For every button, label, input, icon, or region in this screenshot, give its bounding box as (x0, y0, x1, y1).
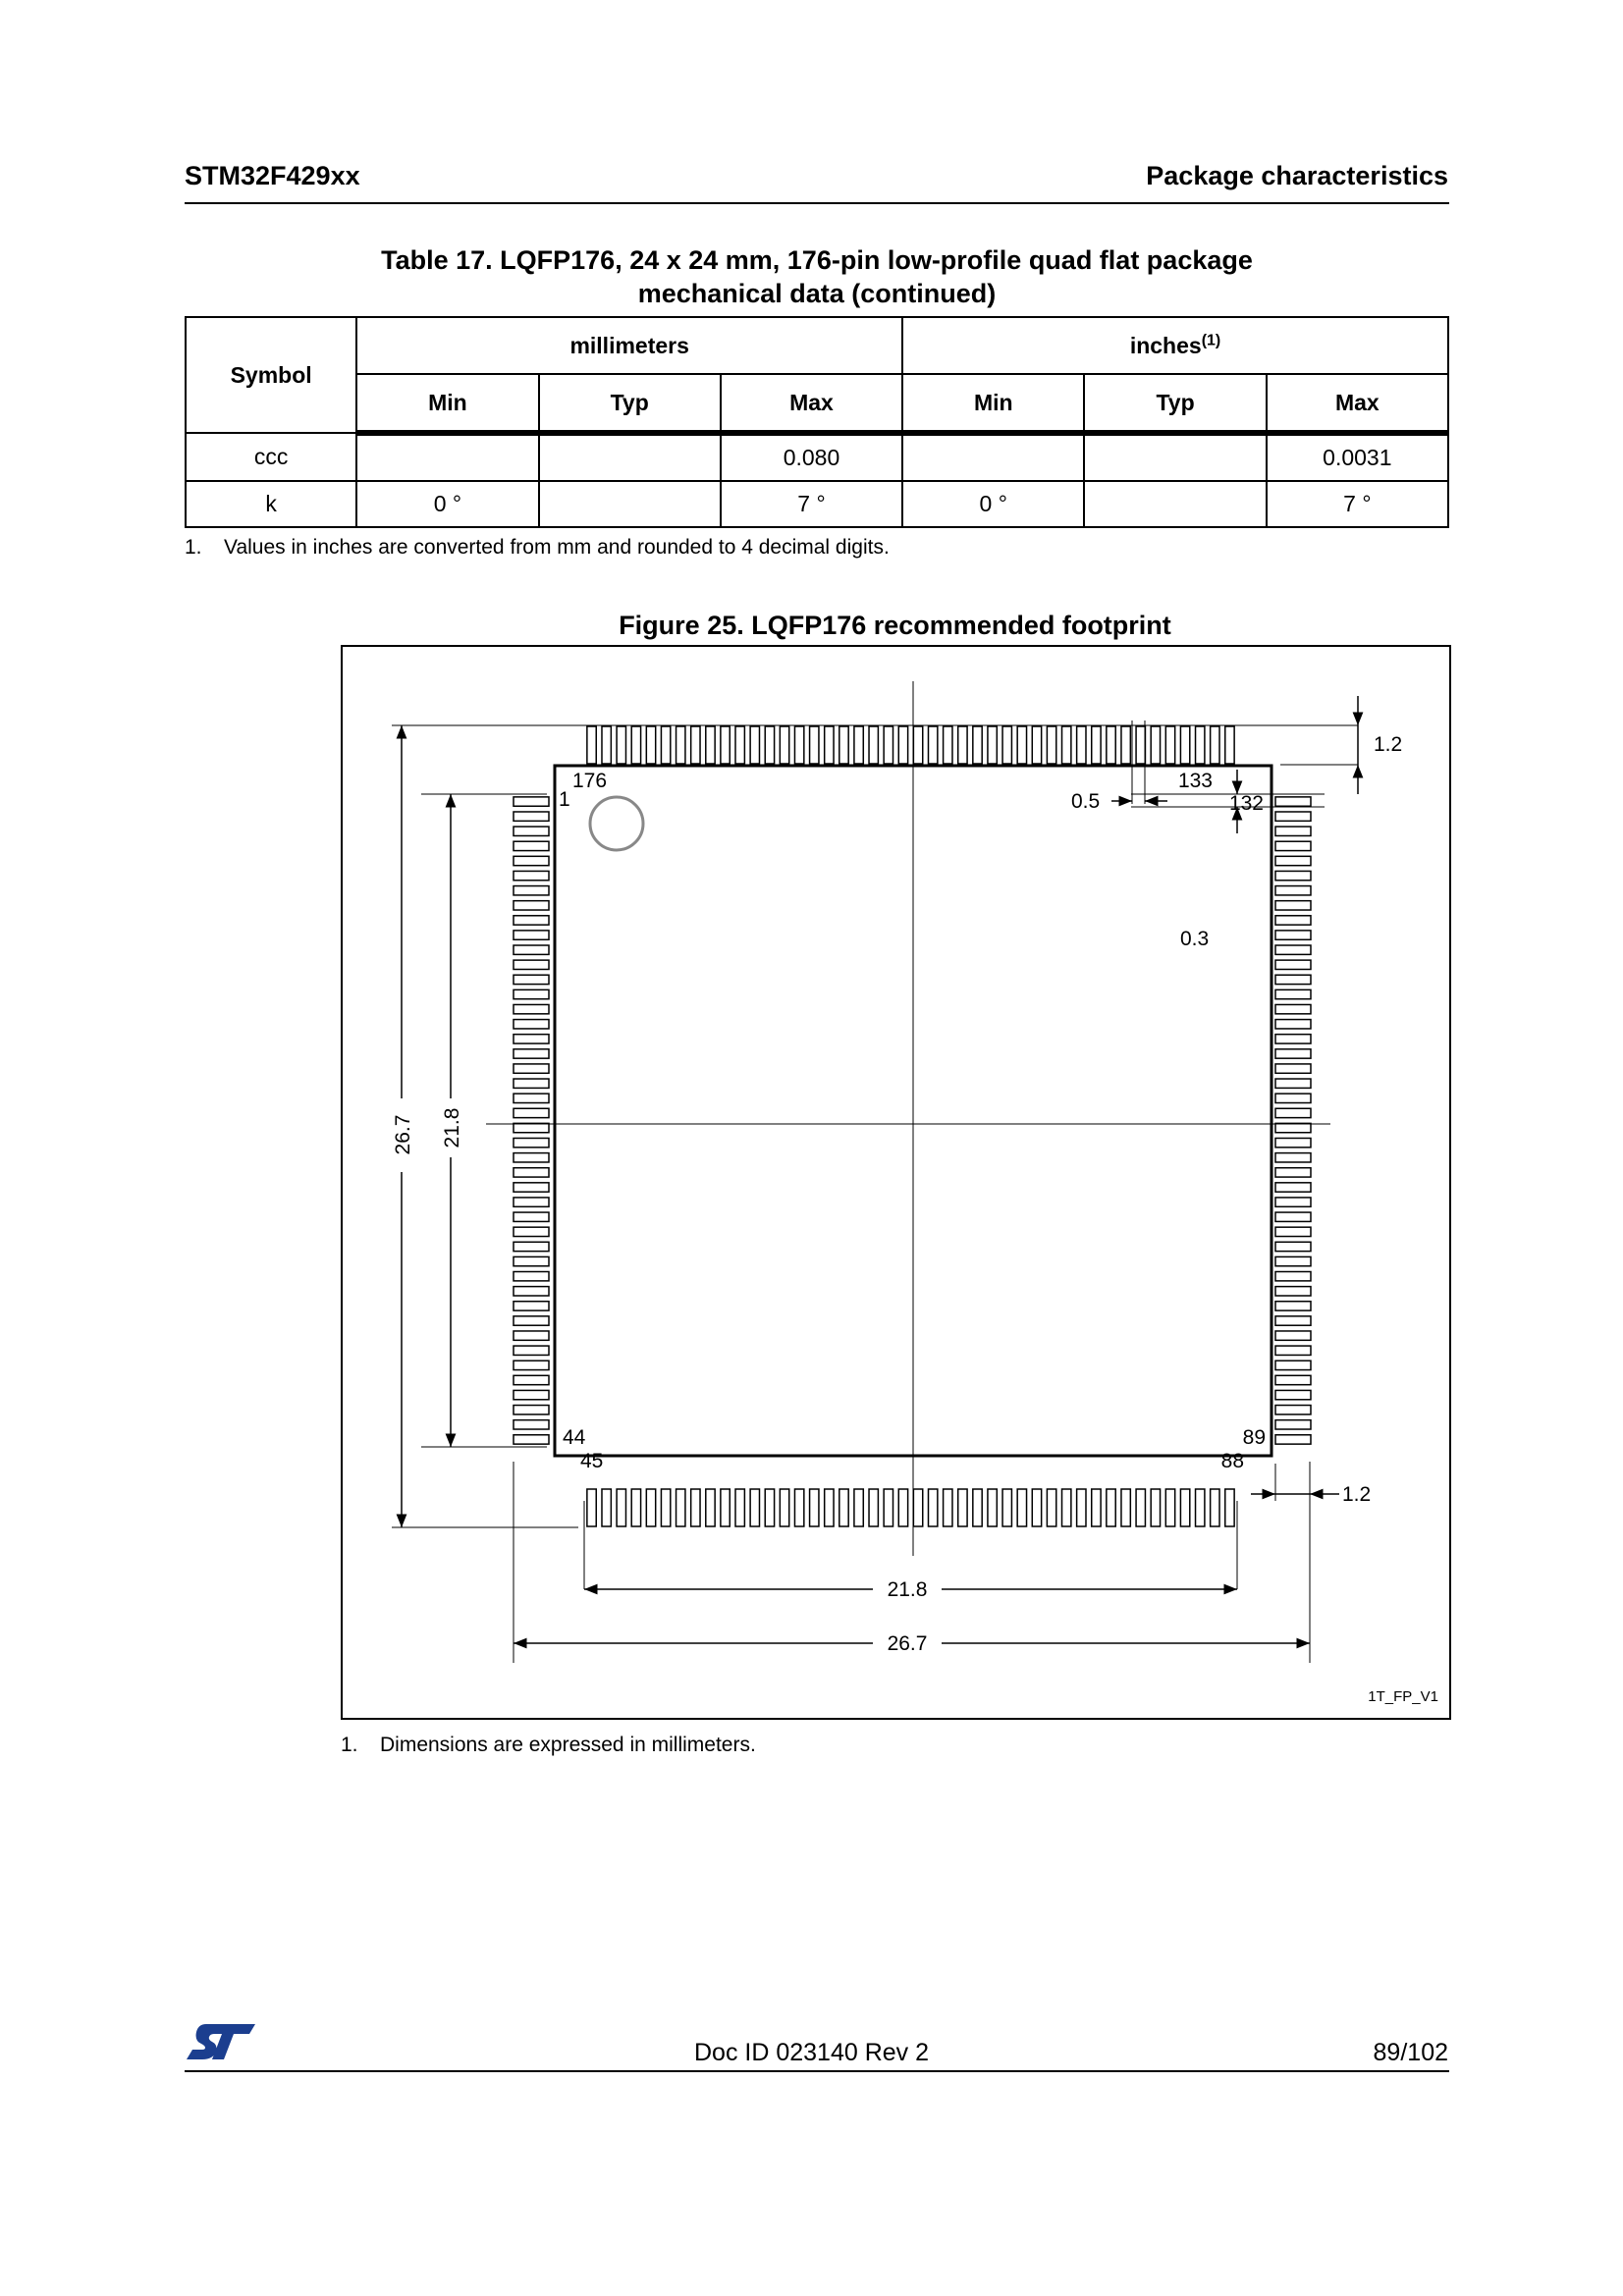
table-footnote-number: 1. (185, 536, 202, 559)
pad-bottom (1225, 1489, 1234, 1526)
pad-top (1002, 726, 1011, 764)
sub-header: Min (902, 374, 1084, 433)
pad-right (1275, 1331, 1311, 1340)
pad-top (602, 726, 611, 764)
pad-bottom (1107, 1489, 1115, 1526)
pad-top (1196, 726, 1205, 764)
pad-left (514, 1242, 549, 1251)
pad-right (1275, 1198, 1311, 1206)
pad-right (1275, 1316, 1311, 1325)
table-caption (185, 243, 1449, 310)
pad-top (988, 726, 997, 764)
pad-left (514, 1049, 549, 1058)
pad-right (1275, 1153, 1311, 1162)
cell-symbol: ccc (186, 433, 356, 481)
pads-group (514, 726, 1311, 1526)
pad-bottom (1180, 1489, 1189, 1526)
table-caption-line2: mechanical data (continued) (637, 279, 997, 308)
pad-top (1121, 726, 1130, 764)
pad-left (514, 1375, 549, 1384)
pad-left (514, 1138, 549, 1147)
pad-left (514, 960, 549, 969)
pad-right (1275, 1242, 1311, 1251)
pad-bottom (1047, 1489, 1055, 1526)
pad-top (706, 726, 715, 764)
pad-top (1180, 726, 1189, 764)
pad-right (1275, 886, 1311, 895)
pad-bottom (825, 1489, 834, 1526)
pad-right (1275, 1272, 1311, 1281)
pad-left (514, 901, 549, 910)
pad-top (839, 726, 848, 764)
pad-left (514, 1168, 549, 1177)
pad-right (1275, 1420, 1311, 1429)
pad-right (1275, 989, 1311, 998)
pad-bottom (988, 1489, 997, 1526)
pad-left (514, 1004, 549, 1013)
pad-right (1275, 797, 1311, 806)
pad-bottom (913, 1489, 922, 1526)
dim-inner-v: 21.8 (441, 1107, 463, 1148)
pin-label-45: 45 (580, 1450, 604, 1472)
sub-header: Min (356, 374, 538, 433)
pad-left (514, 1227, 549, 1236)
pad-left (514, 1198, 549, 1206)
pad-top (617, 726, 625, 764)
pad-left (514, 1035, 549, 1043)
pad-bottom (661, 1489, 670, 1526)
figure-frame (341, 645, 1451, 1720)
pad-left (514, 945, 549, 954)
pad-bottom (1151, 1489, 1160, 1526)
pad-bottom (721, 1489, 730, 1526)
pad-left (514, 975, 549, 984)
pad-top (676, 726, 685, 764)
pad-bottom (944, 1489, 952, 1526)
pad-top (1017, 726, 1026, 764)
table-row (186, 433, 1448, 481)
pad-right (1275, 945, 1311, 954)
pad-top (869, 726, 878, 764)
pad-right (1275, 1168, 1311, 1177)
col-symbol-header: Symbol (186, 317, 356, 433)
pad-bottom (1165, 1489, 1174, 1526)
pad-bottom (958, 1489, 967, 1526)
pad-left (514, 827, 549, 835)
dim-outer-v: 26.7 (392, 1114, 414, 1155)
pad-bottom (646, 1489, 655, 1526)
cell: 0 ° (356, 481, 538, 527)
sub-header: Typ (1084, 374, 1266, 433)
pad-top (631, 726, 640, 764)
pad-top (661, 726, 670, 764)
pad-right (1275, 856, 1311, 865)
table-caption-line1: Table 17. LQFP176, 24 x 24 mm, 176-pin low-profile quad flat package (381, 245, 1253, 275)
pad-bottom (735, 1489, 744, 1526)
sub-header: Max (1267, 374, 1448, 433)
pin-label-132: 132 (1228, 792, 1264, 815)
figure-caption: Figure 25. LQFP176 recommended footprint (619, 611, 1171, 640)
pad-top (587, 726, 596, 764)
pad-right (1275, 1020, 1311, 1029)
cell (539, 481, 721, 527)
pad-bottom (780, 1489, 788, 1526)
pad-right (1275, 812, 1311, 821)
pad-bottom (1092, 1489, 1101, 1526)
pad-right (1275, 1183, 1311, 1192)
table-footnote (185, 536, 890, 560)
pad-left (514, 1183, 549, 1192)
pad-bottom (750, 1489, 759, 1526)
pad-bottom (1211, 1489, 1219, 1526)
pin-label-44: 44 (563, 1426, 586, 1449)
pad-right (1275, 827, 1311, 835)
pad-top (1107, 726, 1115, 764)
pad-bottom (1196, 1489, 1205, 1526)
cell: 0.080 (721, 433, 902, 481)
pad-bottom (706, 1489, 715, 1526)
pad-left (514, 797, 549, 806)
pad-right (1275, 1346, 1311, 1355)
pad-bottom (898, 1489, 907, 1526)
pad-right (1275, 1287, 1311, 1296)
pin-label-88: 88 (1220, 1450, 1244, 1472)
pad-right (1275, 960, 1311, 969)
pad-top (750, 726, 759, 764)
sub-header: Max (721, 374, 902, 433)
pad-right (1275, 1108, 1311, 1117)
pad-top (944, 726, 952, 764)
pad-right (1275, 1094, 1311, 1102)
header-doc-name: STM32F429xx (185, 161, 360, 190)
pad-right (1275, 1375, 1311, 1384)
pad-bottom (1002, 1489, 1011, 1526)
pad-bottom (617, 1489, 625, 1526)
dim-pitch: 0.5 (1071, 790, 1101, 813)
pad-top (1211, 726, 1219, 764)
pad-bottom (691, 1489, 700, 1526)
pad-bottom (839, 1489, 848, 1526)
pad-left (514, 856, 549, 865)
pad-bottom (869, 1489, 878, 1526)
dim-pad-length-top: 1.2 (1374, 733, 1403, 756)
footprint-drawing (343, 647, 1449, 1718)
pad-left (514, 1316, 549, 1325)
pad-bottom (810, 1489, 819, 1526)
dim-inner-h: 21.8 (887, 1578, 928, 1601)
pad-left (514, 1123, 549, 1132)
pad-bottom (1077, 1489, 1086, 1526)
cell-symbol: k (186, 481, 356, 527)
cell: 7 ° (1267, 481, 1448, 527)
pad-right (1275, 1212, 1311, 1221)
pad-bottom (1017, 1489, 1026, 1526)
pad-top (928, 726, 937, 764)
pad-right (1275, 901, 1311, 910)
pad-left (514, 1331, 549, 1340)
inches-footnote-ref: (1) (1201, 331, 1221, 348)
pad-bottom (1032, 1489, 1041, 1526)
pad-top (913, 726, 922, 764)
pad-top (721, 726, 730, 764)
cell (539, 433, 721, 481)
pad-right (1275, 1138, 1311, 1147)
pad-left (514, 1361, 549, 1369)
pad-left (514, 871, 549, 880)
pad-top (691, 726, 700, 764)
pad-bottom (854, 1489, 863, 1526)
pad-left (514, 1272, 549, 1281)
pad-right (1275, 1361, 1311, 1369)
pad-top (735, 726, 744, 764)
mechanical-data-table (185, 316, 1449, 528)
pad-right (1275, 1004, 1311, 1013)
pad-top (1032, 726, 1041, 764)
figure-footnote-text: Dimensions are expressed in millimeters. (380, 1734, 756, 1756)
figure-footnote (341, 1734, 756, 1757)
pad-top (973, 726, 982, 764)
pad-bottom (602, 1489, 611, 1526)
table-row (186, 481, 1448, 527)
footer-rule (185, 2070, 1449, 2072)
pad-top (1047, 726, 1055, 764)
pad-left (514, 812, 549, 821)
pad-top (898, 726, 907, 764)
pin-label-133: 133 (1177, 770, 1213, 792)
pad-right (1275, 1123, 1311, 1132)
pad-bottom (1062, 1489, 1071, 1526)
footer-doc-id: Doc ID 023140 Rev 2 (693, 2039, 930, 2066)
pad-top (1136, 726, 1145, 764)
pad-top (1062, 726, 1071, 764)
pad-right (1275, 1227, 1311, 1236)
pad-bottom (794, 1489, 803, 1526)
pad-left (514, 1094, 549, 1102)
pad-left (514, 1064, 549, 1073)
pad-left (514, 1406, 549, 1415)
cell (356, 433, 538, 481)
pad-right (1275, 1390, 1311, 1399)
cell (902, 433, 1084, 481)
pin-label-89: 89 (1242, 1426, 1266, 1449)
pad-right (1275, 1079, 1311, 1088)
pad-left (514, 1256, 549, 1265)
pad-right (1275, 1049, 1311, 1058)
pad-top (810, 726, 819, 764)
pad-bottom (1136, 1489, 1145, 1526)
pad-left (514, 1390, 549, 1399)
pad-right (1275, 931, 1311, 939)
pad-right (1275, 916, 1311, 925)
dim-outer-h: 26.7 (887, 1632, 928, 1655)
pad-top (765, 726, 774, 764)
pad-top (1165, 726, 1174, 764)
pad-left (514, 1435, 549, 1444)
pad-right (1275, 1435, 1311, 1444)
cell: 0.0031 (1267, 433, 1448, 481)
pad-left (514, 916, 549, 925)
pad-right (1275, 871, 1311, 880)
pad-top (1225, 726, 1234, 764)
pad-left (514, 989, 549, 998)
pad-top (854, 726, 863, 764)
group-inches-label: inches (1129, 332, 1202, 358)
sub-header: Typ (539, 374, 721, 433)
pad-top (825, 726, 834, 764)
header-rule (185, 202, 1449, 204)
pad-right (1275, 1064, 1311, 1073)
cell: 0 ° (902, 481, 1084, 527)
pad-top (884, 726, 893, 764)
pad-top (958, 726, 967, 764)
pad-top (1077, 726, 1086, 764)
pad-bottom (928, 1489, 937, 1526)
figure-footnote-number: 1. (341, 1734, 358, 1756)
pad-top (646, 726, 655, 764)
pad-top (1151, 726, 1160, 764)
pad-bottom (765, 1489, 774, 1526)
pad-left (514, 886, 549, 895)
pad-bottom (631, 1489, 640, 1526)
cell (1084, 481, 1266, 527)
pin-label-176: 176 (572, 770, 608, 792)
cell: 7 ° (721, 481, 902, 527)
pad-right (1275, 1256, 1311, 1265)
pad-bottom (1121, 1489, 1130, 1526)
pad-top (1092, 726, 1101, 764)
cell (1084, 433, 1266, 481)
pad-left (514, 931, 549, 939)
pad-bottom (587, 1489, 596, 1526)
group-inches-header (902, 317, 1448, 374)
pad-left (514, 1108, 549, 1117)
header-section: Package characteristics (1146, 161, 1448, 190)
dim-pad-width: 0.3 (1180, 928, 1210, 950)
pad-left (514, 1153, 549, 1162)
pad-right (1275, 1406, 1311, 1415)
pin1-marker (590, 797, 643, 850)
figure-id: 1T_FP_V1 (1368, 1688, 1438, 1705)
pad-left (514, 1212, 549, 1221)
pad-left (514, 1420, 549, 1429)
dim-pad-length-bottom: 1.2 (1342, 1483, 1372, 1506)
pad-right (1275, 841, 1311, 850)
pad-left (514, 1079, 549, 1088)
pad-right (1275, 1035, 1311, 1043)
pad-top (794, 726, 803, 764)
pad-left (514, 1020, 549, 1029)
pad-left (514, 1287, 549, 1296)
table-footnote-text: Values in inches are converted from mm and rounded to 4 decimal digits. (224, 536, 890, 559)
pad-bottom (973, 1489, 982, 1526)
group-millimeters-header: millimeters (356, 317, 902, 374)
pad-right (1275, 1302, 1311, 1310)
pad-left (514, 1302, 549, 1310)
footer-page-number: 89/102 (1373, 2039, 1448, 2066)
pad-right (1275, 975, 1311, 984)
pad-left (514, 1346, 549, 1355)
pad-bottom (676, 1489, 685, 1526)
pad-bottom (884, 1489, 893, 1526)
pad-top (780, 726, 788, 764)
pad-left (514, 841, 549, 850)
pin-label-1: 1 (559, 788, 570, 811)
